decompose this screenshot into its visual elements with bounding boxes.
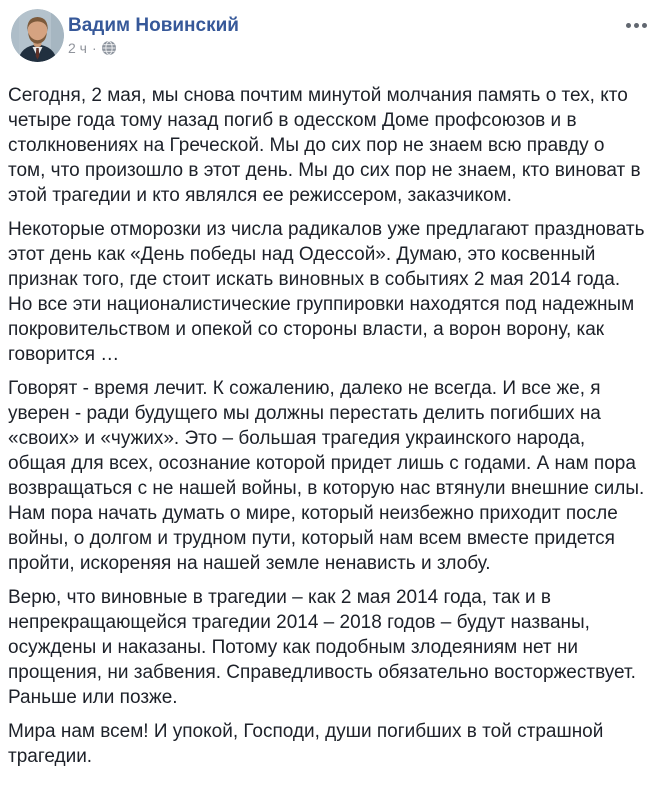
- globe-icon: [102, 41, 116, 55]
- post-options-button[interactable]: [624, 17, 649, 34]
- ellipsis-icon: [626, 23, 631, 28]
- ellipsis-icon: [634, 23, 639, 28]
- post-paragraph: Верю, что виновные в трагедии – как 2 мая 2014 года, так и в непрекращающейся трагедии 2014 – 2018 годов – будут названы, осуждены и наказаны. Потому как подобным злодеяниям нет ни прощения, ни забвения. Справедливость обязательно восторжествует. Раньше или позже.: [8, 587, 636, 708]
- meta-separator: ·: [91, 40, 97, 56]
- post-paragraph: Сегодня, 2 мая, мы снова почтим минутой молчания память о тех, кто четыре года тому назад погиб в одесском Доме профсоюзов и в столкновениях на Греческой. Мы до сих пор не знаем всю правду о том, что произошло в этот день. Мы до сих пор не знаем, кто виноват в этой трагедии и кто являлся ее режиссером, заказчиком.: [8, 85, 641, 206]
- post-paragraph: Некоторые отморозки из числа радикалов уже предлагают праздновать этот день как «День победы над Одессой». Думаю, это косвенный признак того, где стоит искать виновных в событиях 2 мая 2014 года. Но все эти националистические группировки находятся под надежным покровительством и опекой со стороны власти, а ворон ворону, как говорится …: [8, 219, 645, 365]
- post-header: [0, 0, 659, 62]
- post-paragraph: Говорят - время лечит. К сожалению, далеко не всегда. И все же, я уверен - ради будущего мы должны перестать делить погибших на «своих» и «чужих». Это – большая трагедия украинского народа, общая для всех, осознание которой придет лишь с годами. А нам пора возвращаться с не нашей войны, в которую нас втянули внешние силы. Нам пора начать думать о мире, который неизбежно приходит после войны, о долгом и трудном пути, который нам всем вместе придется пройти, искореняя на нашей земле ненависть и злобу.: [8, 378, 645, 574]
- post-meta: [68, 40, 239, 56]
- author-avatar[interactable]: [11, 9, 64, 62]
- post-paragraph: Мира нам всем! И упокой, Господи, души погибших в той страшной трагедии.: [8, 721, 604, 767]
- author-name-link[interactable]: Вадим Новинский: [68, 15, 239, 36]
- post-text: [0, 83, 653, 769]
- avatar-portrait-image: [11, 9, 64, 62]
- post-timestamp[interactable]: 2 ч: [68, 40, 87, 56]
- ellipsis-icon: [642, 23, 647, 28]
- post-header-text: [68, 14, 239, 56]
